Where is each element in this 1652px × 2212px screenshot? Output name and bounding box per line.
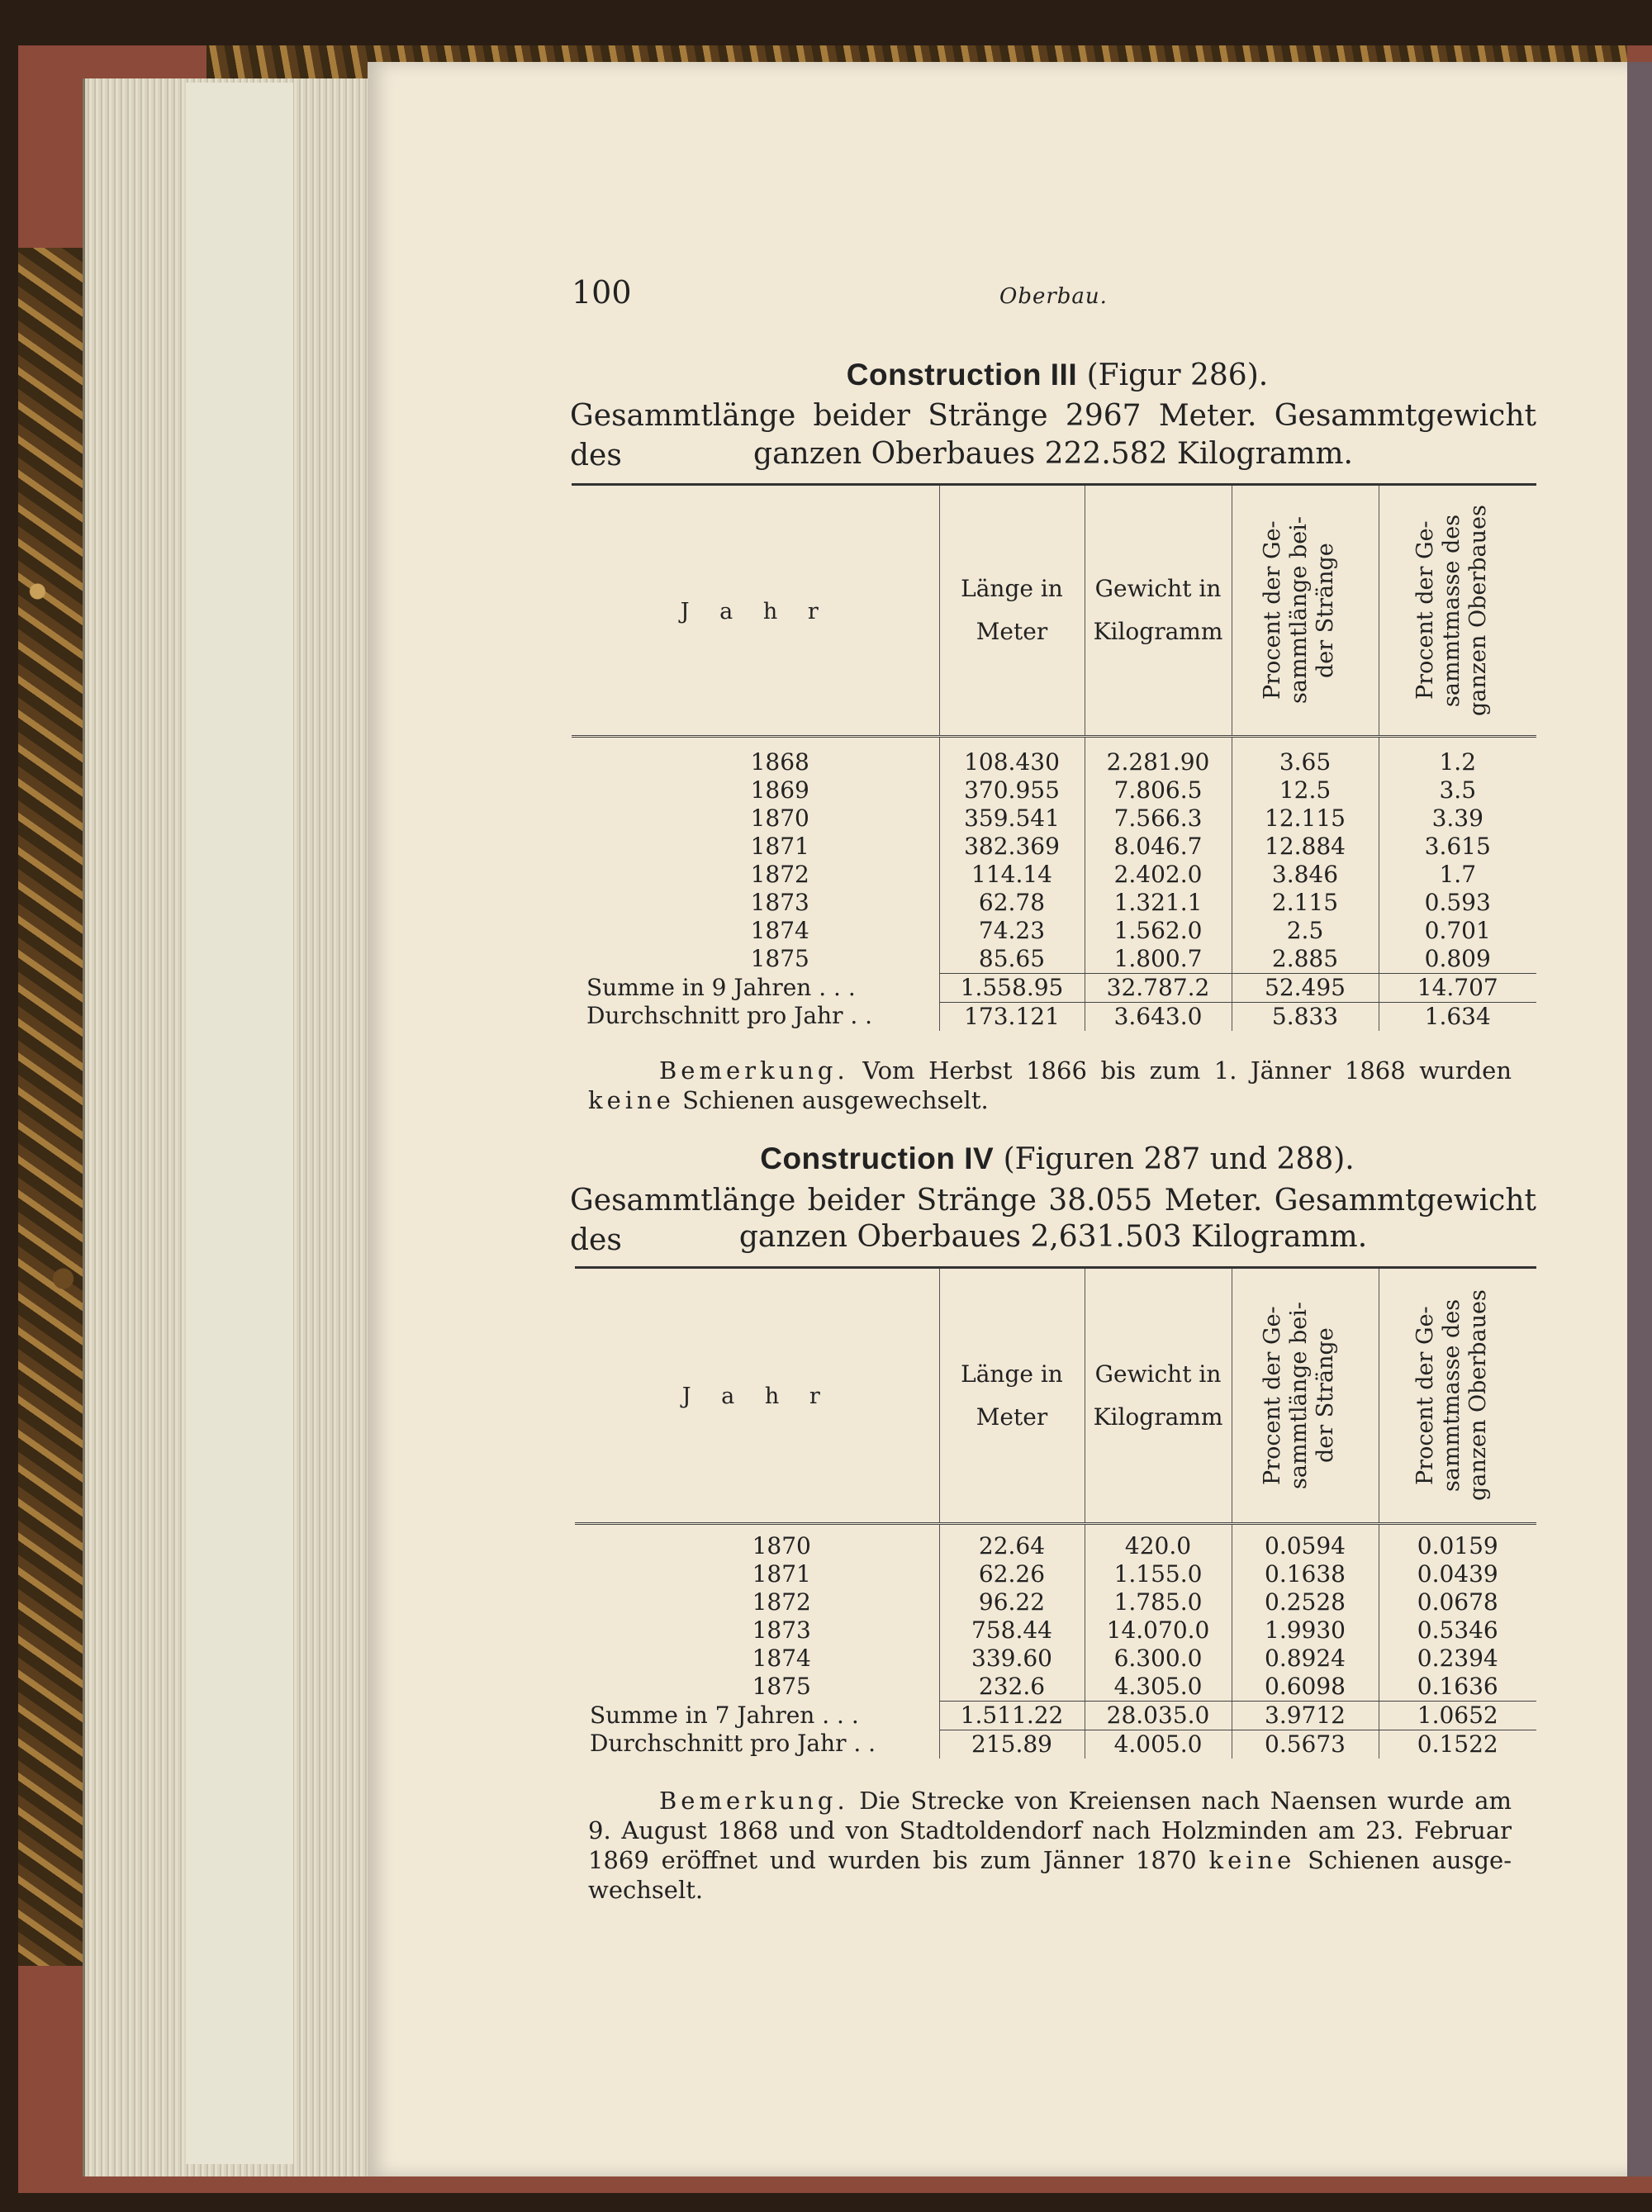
durchschnitt-row: Durchschnitt pro Jahr . . 215.89 4.005.0 0.5673 0.1522 — [575, 1730, 1536, 1759]
running-head: Oberbau. — [999, 284, 1108, 309]
table-row: 1870 359.541 7.566.3 12.115 3.39 — [572, 805, 1536, 833]
section3-summary-line2: ganzen Oberbaues 222.582 Kilogramm. — [753, 437, 1353, 471]
col-gewicht: Gewicht in Kilogramm — [1085, 1268, 1232, 1524]
col-pct-laenge: Procent der Ge- sammtlänge bei- der Stränge — [1232, 485, 1379, 737]
section4-summary-line1: Gesammtlänge beider Stränge 38.055 Meter. Gesammtgewicht des — [570, 1184, 1536, 1257]
section4-note — [588, 1786, 1512, 1905]
page-number: 100 — [572, 274, 632, 311]
table-header-row — [572, 485, 1536, 737]
note-text: Vom Herbst 1866 bis zum 1. Jänner 1868 wurden — [862, 1056, 1512, 1085]
table-row: 1872 96.22 1.785.0 0.2528 0.0678 — [575, 1588, 1536, 1616]
table-row: 1868 108.430 2.281.90 3.65 1.2 — [572, 748, 1536, 776]
marbled-cover-edge — [18, 248, 83, 1966]
table-row: 1874 74.23 1.562.0 2.5 0.701 — [572, 917, 1536, 945]
section4-table — [575, 1266, 1536, 1759]
table-row: 1874 339.60 6.300.0 0.8924 0.2394 — [575, 1645, 1536, 1673]
section4-title: Construction IV — [760, 1142, 995, 1175]
facing-page-edge — [1627, 62, 1652, 2176]
note-label: Bemerkung. — [659, 1787, 849, 1815]
table-row: 1871 382.369 8.046.7 12.884 3.615 — [572, 833, 1536, 861]
table-header-row — [575, 1268, 1536, 1524]
col-pct-masse: Procent der Ge- sammtmasse des ganzen Oberbaues — [1379, 1268, 1536, 1524]
section4-summary-line2: ganzen Oberbaues 2,631.503 Kilogramm. — [738, 1220, 1368, 1254]
section4-figure: (Figuren 287 und 288). — [1003, 1142, 1355, 1176]
col-laenge: Länge in Meter — [939, 485, 1085, 737]
table-row: 1869 370.955 7.806.5 12.5 3.5 — [572, 776, 1536, 805]
table-row: 1873 758.44 14.070.0 1.9930 0.5346 — [575, 1616, 1536, 1645]
note-keine: keine — [588, 1086, 675, 1114]
table-row: 1871 62.26 1.155.0 0.1638 0.0439 — [575, 1560, 1536, 1588]
col-pct-masse: Procent der Ge- sammtmasse des ganzen Oberbaues — [1379, 485, 1536, 737]
col-jahr: J a h r — [575, 1268, 939, 1524]
section3-title: Construction III — [846, 358, 1078, 392]
table-row: 1875 232.6 4.305.0 0.6098 0.1636 — [575, 1673, 1536, 1702]
summe-row: Summe in 7 Jahren . . . 1.511.22 28.035.0 3.9712 1.0652 — [575, 1701, 1536, 1730]
section4-heading — [578, 1142, 1536, 1176]
note-label: Bemerkung. — [659, 1056, 849, 1085]
table-row: 1873 62.78 1.321.1 2.115 0.593 — [572, 889, 1536, 917]
durchschnitt-row: Durchschnitt pro Jahr . . 173.121 3.643.0 5.833 1.634 — [572, 1002, 1536, 1031]
section3-summary-line1: Gesammtlänge beider Stränge 2967 Meter. Gesammtgewicht des — [570, 399, 1536, 472]
note-part2: Schienen ausge-wechselt. — [588, 1846, 1512, 1904]
section3-heading — [578, 358, 1536, 392]
note-text2: Schienen ausgewechselt. — [682, 1086, 989, 1114]
section3-note — [588, 1056, 1512, 1115]
col-laenge: Länge in Meter — [939, 1268, 1085, 1524]
table-row: 1872 114.14 2.402.0 3.846 1.7 — [572, 861, 1536, 889]
section3-table — [572, 483, 1536, 1031]
note-keine: keine — [1208, 1846, 1296, 1874]
col-jahr: J a h r — [572, 485, 939, 737]
section3-figure: (Figur 286). — [1086, 358, 1269, 392]
col-gewicht: Gewicht in Kilogramm — [1085, 485, 1232, 737]
cover-corner — [18, 1966, 84, 2189]
note-part1: Die Strecke von Kreiensen nach Naensen wurde am 9. August 1868 und von Stadtoldendorf nach Holzminden am 23. Februar 1869 eröffnet und wurden bis zum Jänner 1870 — [588, 1787, 1512, 1874]
table-row: 1875 85.65 1.800.7 2.885 0.809 — [572, 945, 1536, 974]
summe-row: Summe in 9 Jahren . . . 1.558.95 32.787.2 52.495 14.707 — [572, 973, 1536, 1002]
col-pct-laenge: Procent der Ge- sammtlänge bei- der Stränge — [1232, 1268, 1379, 1524]
page-edges-inner — [186, 83, 293, 2164]
table-row: 1870 22.64 420.0 0.0594 0.0159 — [575, 1532, 1536, 1560]
